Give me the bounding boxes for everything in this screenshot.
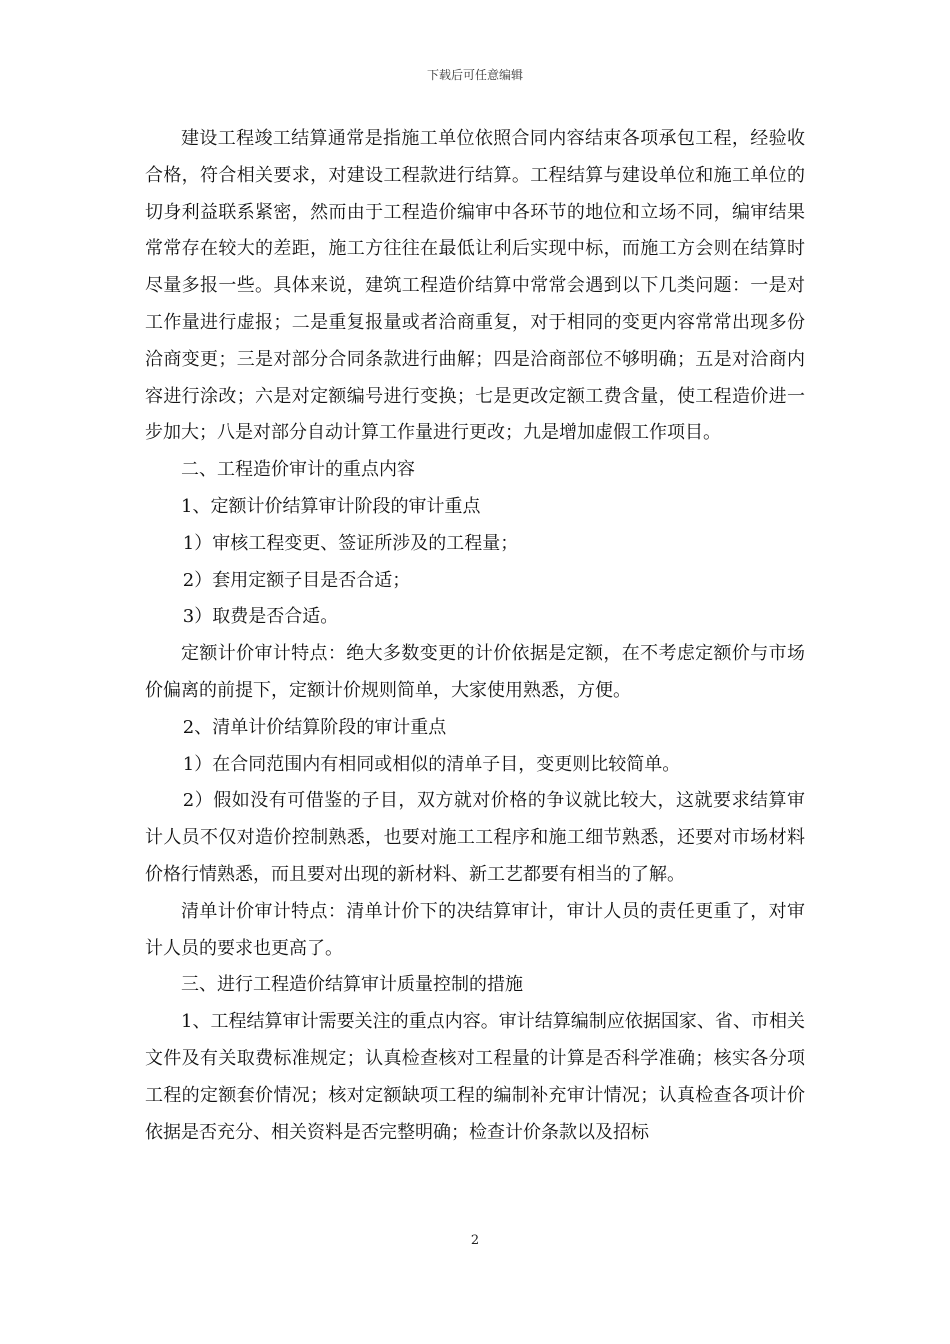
list-item-bill-1: 1）在合同范围内有相同或相似的清单子目，变更则比较简单。 (182, 753, 681, 775)
list-item-quota-2: 2）套用定额子目是否合适； (182, 569, 411, 591)
paragraph-quota-features: 定额计价审计特点：绝大多数变更的计价依据是定额，在不考虑定额价与市场价偏离的前提下，定额计价规则简单，大家使用熟悉，方便。 (145, 643, 805, 701)
list-item-quota-1: 1）审核工程变更、签证所涉及的工程量； (182, 532, 519, 554)
subheading-bill-pricing: 2、清单计价结算阶段的审计重点 (182, 716, 447, 738)
paragraph-bill-features: 清单计价审计特点：清单计价下的决结算审计，审计人员的责任更重了，对审计人员的要求也更高了。 (145, 900, 805, 959)
paragraph-audit-key-points: 1、工程结算审计需要关注的重点内容。审计结算编制应依据国家、省、市相关文件及有关取费标准规定；认真检查核对工程量的计算是否科学准确；核实各分项工程的定额套价情况；核对定额缺项工程的编制补充审计情况；认真检查各项计价依据是否充分、相关资料是否完整明确；检查计价条款以及招标 (145, 1011, 805, 1143)
subheading-quota-pricing: 1、定额计价结算审计阶段的审计重点 (181, 495, 481, 517)
page-number: 2 (470, 1233, 480, 1248)
document-body (145, 121, 805, 1151)
page-header: 下载后可任意编辑 (426, 68, 523, 82)
list-item-bill-2: 2）假如没有可借鉴的子目，双方就对价格的争议就比较大，这就要求结算审计人员不仅对造价控制熟悉，也要对施工工程序和施工细节熟悉，还要对市场材料价格行情熟悉，而且要对出现的新材料、新工艺都要有相当的了解。 (145, 790, 805, 885)
section-heading-audit-focus: 二、工程造价审计的重点内容 (181, 459, 415, 481)
list-item-quota-3: 3）取费是否合适。 (182, 606, 339, 628)
section-heading-quality-control: 三、进行工程造价结算审计质量控制的措施 (181, 974, 523, 996)
paragraph-settlement-intro: 建设工程竣工结算通常是指施工单位依照合同内容结束各项承包工程，经验收合格，符合相关要求，对建设工程款进行结算。工程结算与建设单位和施工单位的切身利益联系紧密，然而由于工程造价编审中各环节的地位和立场不同，编审结果常常存在较大的差距，施工方往往在最低让利后实现中标，而施工方会则在结算时尽量多报一些。具体来说，建筑工程造价结算中常常会遇到以下几类问题：一是对工作量进行虚报；二是重复报量或者洽商重复，对于相同的变更内容常常出现多份洽商变更；三是对部分合同条款进行曲解；四是洽商部位不够明确；五是对洽商内容进行涂改；六是对定额编号进行变换；七是更改定额工费含量，使工程造价进一步加大；八是对部分自动计算工作量进行更改；九是增加虚假工作项目。 (145, 128, 805, 444)
